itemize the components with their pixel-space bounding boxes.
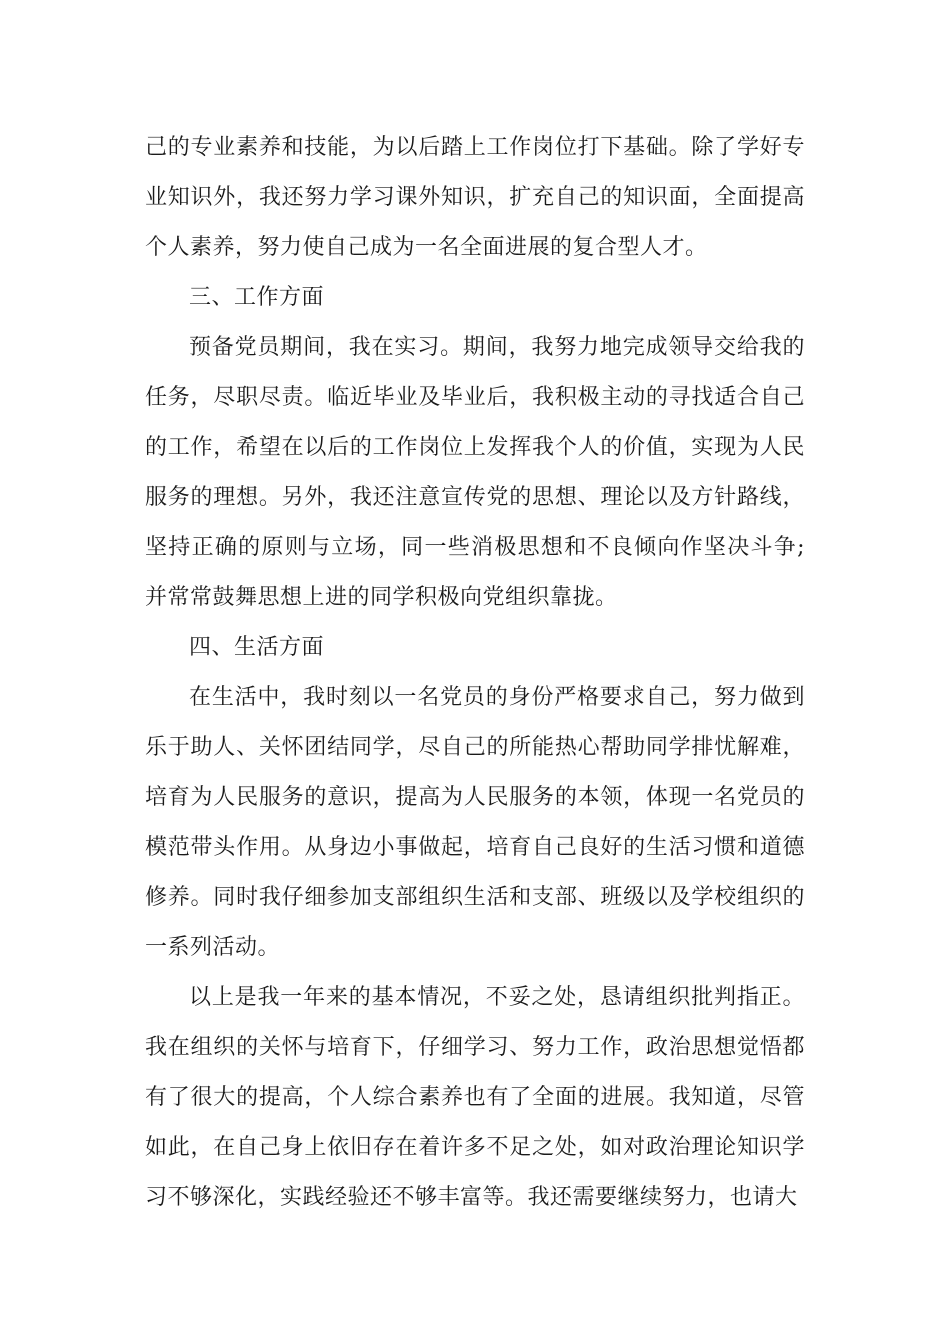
document-body — [145, 123, 805, 1223]
paragraph-life: 在生活中，我时刻以一名党员的身份严格要求自己，努力做到乐于助人、关怀团结同学，尽自己的所能热心帮助同学排忧解难，培育为人民服务的意识，提高为人民服务的本领，体现一名党员的模范带头作用。从身边小事做起，培育自己良好的生活习惯和道德修养。同时我仔细参加支部组织生活和支部、班级以及学校组织的一系列活动。 — [145, 685, 805, 960]
paragraph-summary: 以上是我一年来的基本情况，不妥之处，恳请组织批判指正。我在组织的关怀与培育下，仔细学习、努力工作，政治思想觉悟都有了很大的提高，个人综合素养也有了全面的进展。我知道，尽管如此，在自己身上依旧存在着许多不足之处，如对政治理论知识学习不够深化，实践经验还不够丰富等。我还需要继续努力，也请大 — [145, 985, 805, 1210]
section-heading-life: 四、生活方面 — [189, 635, 325, 660]
section-heading-work: 三、工作方面 — [189, 285, 325, 310]
paragraph-work: 预备党员期间，我在实习。期间，我努力地完成领导交给我的任务，尽职尽责。临近毕业及毕业后，我积极主动的寻找适合自己的工作，希望在以后的工作岗位上发挥我个人的价值，实现为人民服务的理想。另外，我还注意宣传党的思想、理论以及方针路线，坚持正确的原则与立场，同一些消极思想和不良倾向作坚决斗争;并常常鼓舞思想上进的同学积极向党组织靠拢。 — [145, 335, 805, 610]
paragraph-continuation: 己的专业素养和技能，为以后踏上工作岗位打下基础。除了学好专业知识外，我还努力学习课外知识，扩充自己的知识面，全面提高个人素养，努力使自己成为一名全面进展的复合型人才。 — [145, 135, 805, 260]
